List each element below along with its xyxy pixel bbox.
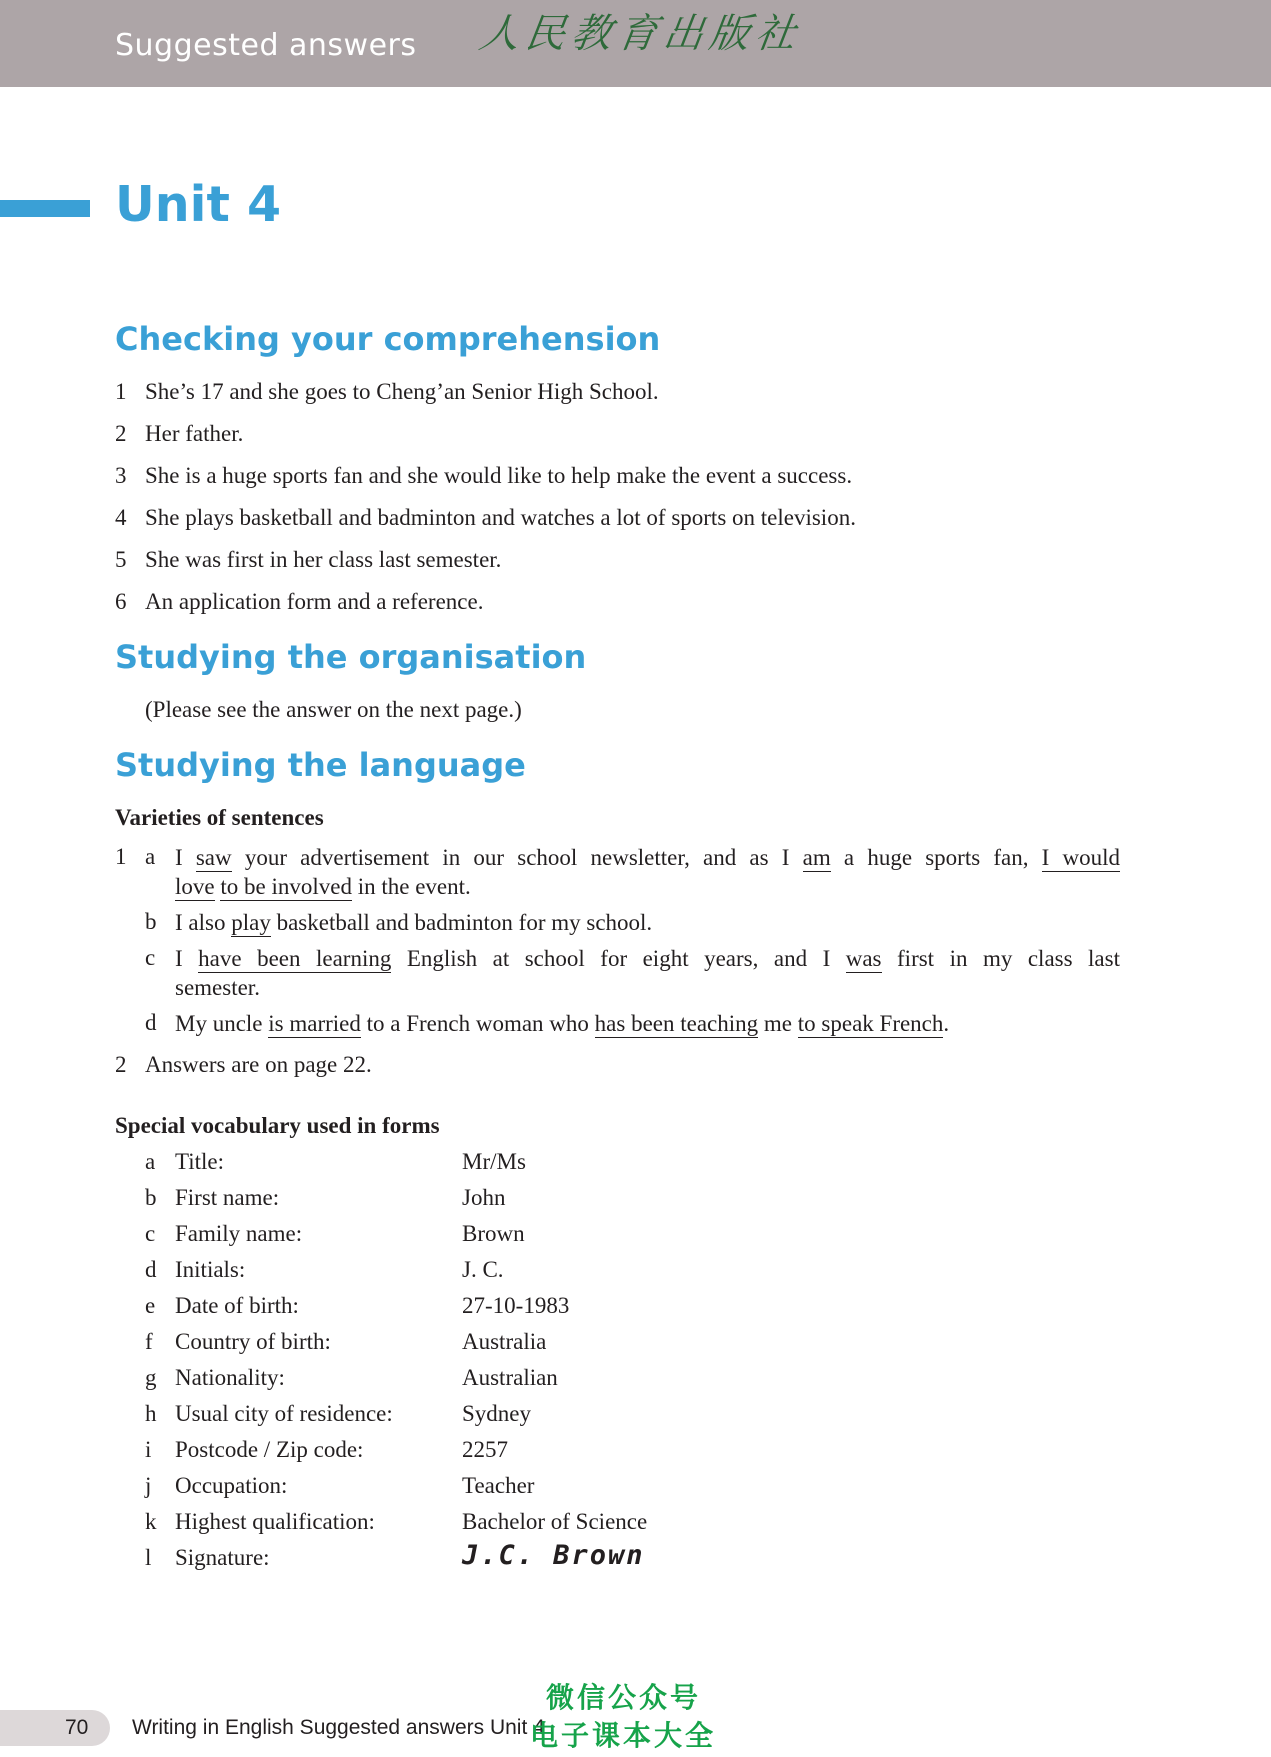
underlined-verb: play [231,910,271,935]
sentence-letter: c [145,945,156,970]
text-span: basketball and badminton for my school. [276,910,653,935]
vocab-letter: b [145,1185,157,1210]
page-header-band [0,0,1271,87]
list-item [0,378,1271,408]
vocab-label: First name: [175,1185,280,1210]
underlined-verb: have been learning [198,946,392,971]
vocab-value: Brown [462,1221,525,1246]
vocab-label: Country of birth: [175,1329,331,1354]
question-number: 1 [115,844,127,869]
vocab-label: Nationality: [175,1365,285,1390]
underlined-verb: I would [1041,845,1120,870]
sentence-letter: d [145,1010,157,1035]
sentence-c-line1 [175,944,1120,973]
vocab-label: Usual city of residence: [175,1401,393,1426]
text-span: I [175,946,183,971]
underlined-verb: to speak French [797,1011,944,1036]
sentence-b [175,908,652,937]
item-text: She plays basketball and badminton and watches a lot of sports on television. [145,505,856,530]
vocab-row [0,1436,1271,1466]
item-text: She’s 17 and she goes to Cheng’an Senior High School. [145,379,659,404]
list-item [0,1051,1271,1081]
vocab-letter: k [145,1509,157,1534]
unit-accent-bar [0,200,90,217]
vocab-label: Title: [175,1149,225,1174]
vocab-letter: h [145,1401,157,1426]
item-number: 6 [115,589,127,614]
vocab-letter: d [145,1257,157,1282]
vocab-row [0,1256,1271,1286]
item-number: 4 [115,505,127,530]
text-span: to a French woman who [366,1011,589,1036]
item-text: She was first in her class last semester. [145,547,502,572]
text-span: I also [175,910,226,935]
vocab-row [0,1292,1271,1322]
sentence-letter: b [145,909,157,934]
vocab-value: John [462,1185,506,1210]
page-number-tab [0,1710,110,1746]
sentence-a-line2 [175,872,471,901]
question-number: 2 [115,1052,127,1077]
section-title-comprehension: Checking your comprehension [115,320,661,358]
text-span: My uncle [175,1011,263,1036]
list-item [0,462,1271,492]
watermark-line2: 电子课本大全 [530,1719,717,1752]
unit-title: Unit 4 [115,176,282,233]
vocab-row [0,1472,1271,1502]
vocab-letter: j [145,1473,152,1498]
vocab-label: Signature: [175,1545,270,1570]
vocab-letter: f [145,1329,153,1354]
text-span: first in my class last [897,946,1120,971]
sentence-d [175,1009,949,1038]
header-title: Suggested answers [115,28,417,63]
underlined-verb: to be involved [220,874,352,899]
underlined-verb: has been teaching [594,1011,759,1036]
vocab-label: Occupation: [175,1473,288,1498]
item-number: 2 [115,421,127,446]
vocab-letter: l [145,1545,152,1570]
text-span: me [763,1011,793,1036]
vocab-value: Mr/Ms [462,1149,526,1174]
vocab-heading: Special vocabulary used in forms [115,1113,440,1138]
vocab-value: Bachelor of Science [462,1509,648,1534]
text-span: a huge sports fan, [843,845,1029,870]
sentence-c-line2: semester. [175,975,260,1000]
section-title-organisation: Studying the organisation [115,638,587,676]
watermark-line1: 微信公众号 [546,1681,702,1714]
underlined-verb: is married [268,1011,361,1036]
vocab-label: Date of birth: [175,1293,299,1318]
vocab-label: Postcode / Zip code: [175,1437,364,1462]
list-item [0,420,1271,450]
list-item [0,546,1271,576]
underlined-verb: love [175,874,215,899]
signature-handwriting: J.C. Brown [462,1540,645,1571]
text-span: I [175,845,183,870]
vocab-row [0,1184,1271,1214]
item-text: She is a huge sports fan and she would like to help make the event a success. [145,463,853,488]
vocab-letter: e [145,1293,156,1318]
underlined-verb: saw [195,845,232,870]
organisation-note: (Please see the answer on the next page.) [145,697,522,722]
item-number: 1 [115,379,127,404]
vocab-value: 2257 [462,1437,508,1462]
varieties-heading: Varieties of sentences [115,805,324,830]
vocab-row [0,1220,1271,1250]
vocab-value: Teacher [462,1473,535,1498]
vocab-label: Initials: [175,1257,246,1282]
vocab-letter: g [145,1365,157,1390]
item-number: 3 [115,463,127,488]
vocab-value: 27-10-1983 [462,1293,570,1318]
sentence-letter: a [145,844,156,869]
vocab-label: Family name: [175,1221,303,1246]
item-text: Answers are on page 22. [145,1052,372,1077]
underlined-verb: am [802,845,831,870]
sentence-a-line1 [175,843,1120,872]
footer-text: Writing in English Suggested answers Unit 4 [132,1716,545,1739]
text-span: English at school for eight years, and I [406,946,831,971]
vocab-label: Highest qualification: [175,1509,375,1534]
underlined-verb: was [845,946,882,971]
text-span: . [943,1011,950,1036]
item-number: 5 [115,547,127,572]
vocab-row [0,1328,1271,1358]
vocab-value: J. C. [462,1257,504,1282]
vocab-row [0,1508,1271,1538]
list-item [0,504,1271,534]
vocab-value: Australia [462,1329,547,1354]
text-span: your advertisement in our school newsletter, and as I [244,845,790,870]
item-text: An application form and a reference. [145,589,484,614]
vocab-row [0,1148,1271,1178]
vocab-value: Sydney [462,1401,531,1426]
publisher-logo: 人民教育出版社 [476,11,805,57]
vocab-letter: c [145,1221,156,1246]
text-span: in the event. [357,874,471,899]
vocab-letter: i [145,1437,152,1462]
list-item [0,588,1271,618]
vocab-row [0,1364,1271,1394]
page-number: 70 [65,1716,89,1739]
vocab-value: Australian [462,1365,558,1390]
item-text: Her father. [145,421,244,446]
vocab-row [0,1400,1271,1430]
vocab-letter: a [145,1149,156,1174]
section-title-language: Studying the language [115,746,526,784]
